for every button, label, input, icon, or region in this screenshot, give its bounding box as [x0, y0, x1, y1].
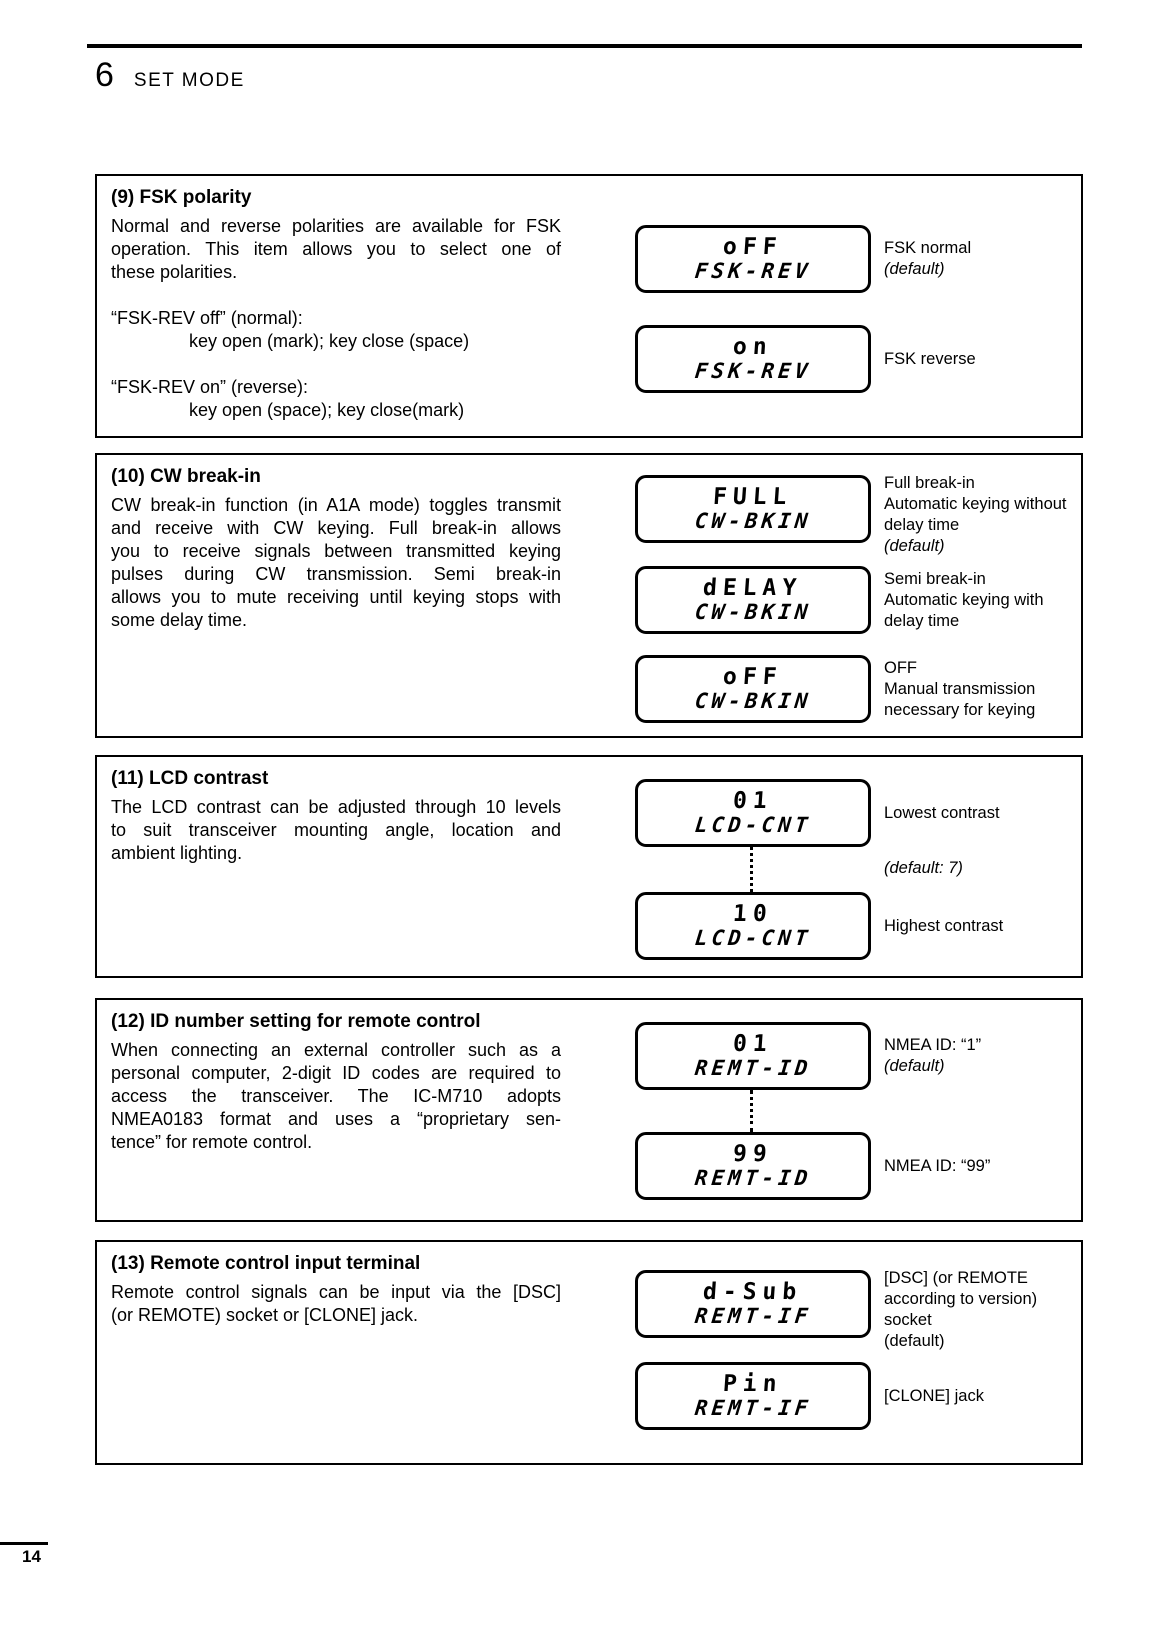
- lcd-value: on: [732, 334, 774, 360]
- lcd-value: 99: [732, 1141, 774, 1167]
- body-text-line: to suit transceiver mounting angle, location and: [111, 820, 561, 840]
- body-text-line: and receive with CW keying. Full break-in allows: [111, 518, 561, 538]
- section-text: [111, 1252, 561, 1327]
- lcd-annotation: [884, 1132, 1090, 1200]
- lcd-value: dELAY: [702, 575, 804, 601]
- annotation-line: necessary for keying: [884, 700, 1036, 719]
- lcd-annotation: [884, 566, 1090, 634]
- lcd-label: REMT-IF: [693, 1396, 813, 1420]
- annotation-line: (default): [884, 1332, 945, 1350]
- section-remote-input-terminal: [95, 1240, 1083, 1465]
- lcd-display-cw-bkin-off: [635, 655, 871, 723]
- lcd-display-fsk-rev-on: [635, 325, 871, 393]
- section-title: (9) FSK polarity: [111, 187, 252, 208]
- annotation-line: delay time: [884, 516, 960, 534]
- body-text-line: these polarities.: [111, 262, 238, 282]
- annotation-line: [DSC] (or REMOTE: [884, 1269, 1028, 1287]
- annotation-line: according to version): [884, 1290, 1038, 1308]
- body-text-line: Normal and reverse polarities are available for FSK: [111, 216, 561, 236]
- connector-default-label: (default: 7): [884, 859, 963, 877]
- range-connector-dotted-line: [750, 1090, 753, 1132]
- lcd-annotation: [884, 225, 1090, 293]
- lcd-label: LCD-CNT: [693, 813, 813, 837]
- lcd-annotation: [884, 469, 1090, 561]
- lcd-value: 10: [732, 901, 774, 927]
- body-text-line: The LCD contrast can be adjusted through 10 levels: [111, 797, 561, 817]
- annotation-line: Highest contrast: [884, 916, 1004, 935]
- lcd-display-cw-bkin-full: [635, 475, 871, 543]
- annotation-line: FSK reverse: [884, 349, 976, 368]
- fsk-off-heading: “FSK-REV off” (normal):: [111, 308, 303, 328]
- body-text-line: personal computer, 2-digit ID codes are required to: [111, 1063, 561, 1083]
- lcd-value: 01: [732, 1031, 774, 1057]
- section-text: [111, 465, 561, 632]
- section-text: [111, 1010, 561, 1154]
- body-text-line: (or REMOTE) socket or [CLONE] jack.: [111, 1305, 419, 1325]
- chapter-title: SET MODE: [133, 70, 245, 91]
- body-text-line: pulses during CW transmission. Semi break-in: [111, 564, 561, 584]
- lcd-display-lcd-cnt-low: [635, 779, 871, 847]
- annotation-line: socket: [884, 1311, 932, 1329]
- lcd-label: REMT-ID: [693, 1166, 813, 1190]
- section-title: (13) Remote control input terminal: [111, 1253, 421, 1274]
- lcd-annotation: [884, 1362, 1090, 1430]
- body-text-line: access the transceiver. The IC-M710 adopts: [111, 1086, 561, 1106]
- body-text-line: tence” for remote control.: [111, 1132, 313, 1152]
- annotation-line: Semi break-in: [884, 569, 986, 588]
- body-text-line: Remote control signals can be input via the [DSC]: [111, 1282, 561, 1302]
- fsk-off-detail: key open (mark); key close (space): [189, 331, 470, 351]
- section-remote-id: [95, 998, 1083, 1222]
- lcd-label: CW-BKIN: [693, 509, 813, 533]
- lcd-value: Pin: [722, 1371, 784, 1397]
- lcd-value: oFF: [722, 234, 784, 260]
- body-text-line: you to receive signals between transmitted keying: [111, 541, 561, 561]
- lcd-annotation: [884, 892, 1090, 960]
- lcd-value: 01: [732, 788, 774, 814]
- annotation-line: FSK normal: [884, 239, 972, 257]
- lcd-annotation: [884, 1022, 1090, 1090]
- annotation-line: NMEA ID: “99”: [884, 1156, 991, 1175]
- page-top-rule: [87, 44, 1082, 48]
- body-text-line: When connecting an external controller such as a: [111, 1040, 561, 1060]
- range-connector-dotted-line: [750, 847, 753, 892]
- lcd-label: LCD-CNT: [693, 926, 813, 950]
- annotation-line: Automatic keying without: [884, 495, 1067, 513]
- annotation-line: Lowest contrast: [884, 803, 1000, 822]
- page-number: 14: [22, 1547, 41, 1566]
- annotation-line: [CLONE] jack: [884, 1386, 984, 1405]
- section-title: (12) ID number setting for remote control: [111, 1011, 481, 1032]
- section-lcd-contrast: [95, 755, 1083, 978]
- annotation-line: NMEA ID: “1”: [884, 1036, 982, 1054]
- lcd-label: FSK-REV: [693, 259, 813, 283]
- section-title: (11) LCD contrast: [111, 768, 269, 789]
- lcd-annotation: [884, 325, 1090, 393]
- lcd-annotation: [884, 655, 1090, 723]
- section-text: [111, 186, 561, 422]
- body-text-line: allows you to mute receiving until keying stops with: [111, 587, 561, 607]
- body-text-line: some delay time.: [111, 610, 248, 630]
- chapter-header: [95, 57, 245, 93]
- body-text-line: operation. This item allows you to select one of: [111, 239, 561, 259]
- annotation-line: Manual transmission: [884, 679, 1036, 698]
- lcd-value: oFF: [722, 664, 784, 690]
- lcd-value: FULL: [712, 484, 794, 510]
- chapter-number: 6: [95, 56, 114, 94]
- annotation-line: Full break-in: [884, 474, 975, 492]
- annotation-line: delay time: [884, 611, 960, 630]
- lcd-annotation: [884, 1264, 1090, 1356]
- footer-rule: [0, 1542, 48, 1545]
- body-text-line: CW break-in function (in A1A mode) toggles transmit: [111, 495, 561, 515]
- annotation-line: OFF: [884, 658, 917, 677]
- section-title: (10) CW break-in: [111, 466, 261, 487]
- annotation-line: Automatic keying with: [884, 590, 1044, 609]
- lcd-label: CW-BKIN: [693, 689, 813, 713]
- section-fsk-polarity: [95, 174, 1083, 438]
- lcd-label: REMT-IF: [693, 1304, 813, 1328]
- section-text: [111, 767, 561, 865]
- annotation-line: (default): [884, 537, 945, 555]
- lcd-label: FSK-REV: [693, 359, 813, 383]
- lcd-label: CW-BKIN: [693, 600, 813, 624]
- annotation-line: (default): [884, 1057, 945, 1075]
- body-text-line: ambient lighting.: [111, 843, 243, 863]
- lcd-label: REMT-ID: [693, 1056, 813, 1080]
- body-text-line: NMEA0183 format and uses a “proprietary sen-: [111, 1109, 561, 1129]
- lcd-display-cw-bkin-delay: [635, 566, 871, 634]
- fsk-on-heading: “FSK-REV on” (reverse):: [111, 377, 309, 397]
- lcd-display-fsk-rev-off: [635, 225, 871, 293]
- lcd-display-remt-if-pin: [635, 1362, 871, 1430]
- fsk-on-detail: key open (space); key close(mark): [189, 400, 465, 420]
- annotation-line: (default): [884, 260, 945, 278]
- lcd-display-remt-if-dsub: [635, 1270, 871, 1338]
- lcd-annotation: [884, 779, 1090, 847]
- lcd-display-remt-id-99: [635, 1132, 871, 1200]
- lcd-value: d-Sub: [702, 1279, 804, 1305]
- lcd-display-lcd-cnt-high: [635, 892, 871, 960]
- section-cw-break-in: [95, 453, 1083, 738]
- lcd-display-remt-id-01: [635, 1022, 871, 1090]
